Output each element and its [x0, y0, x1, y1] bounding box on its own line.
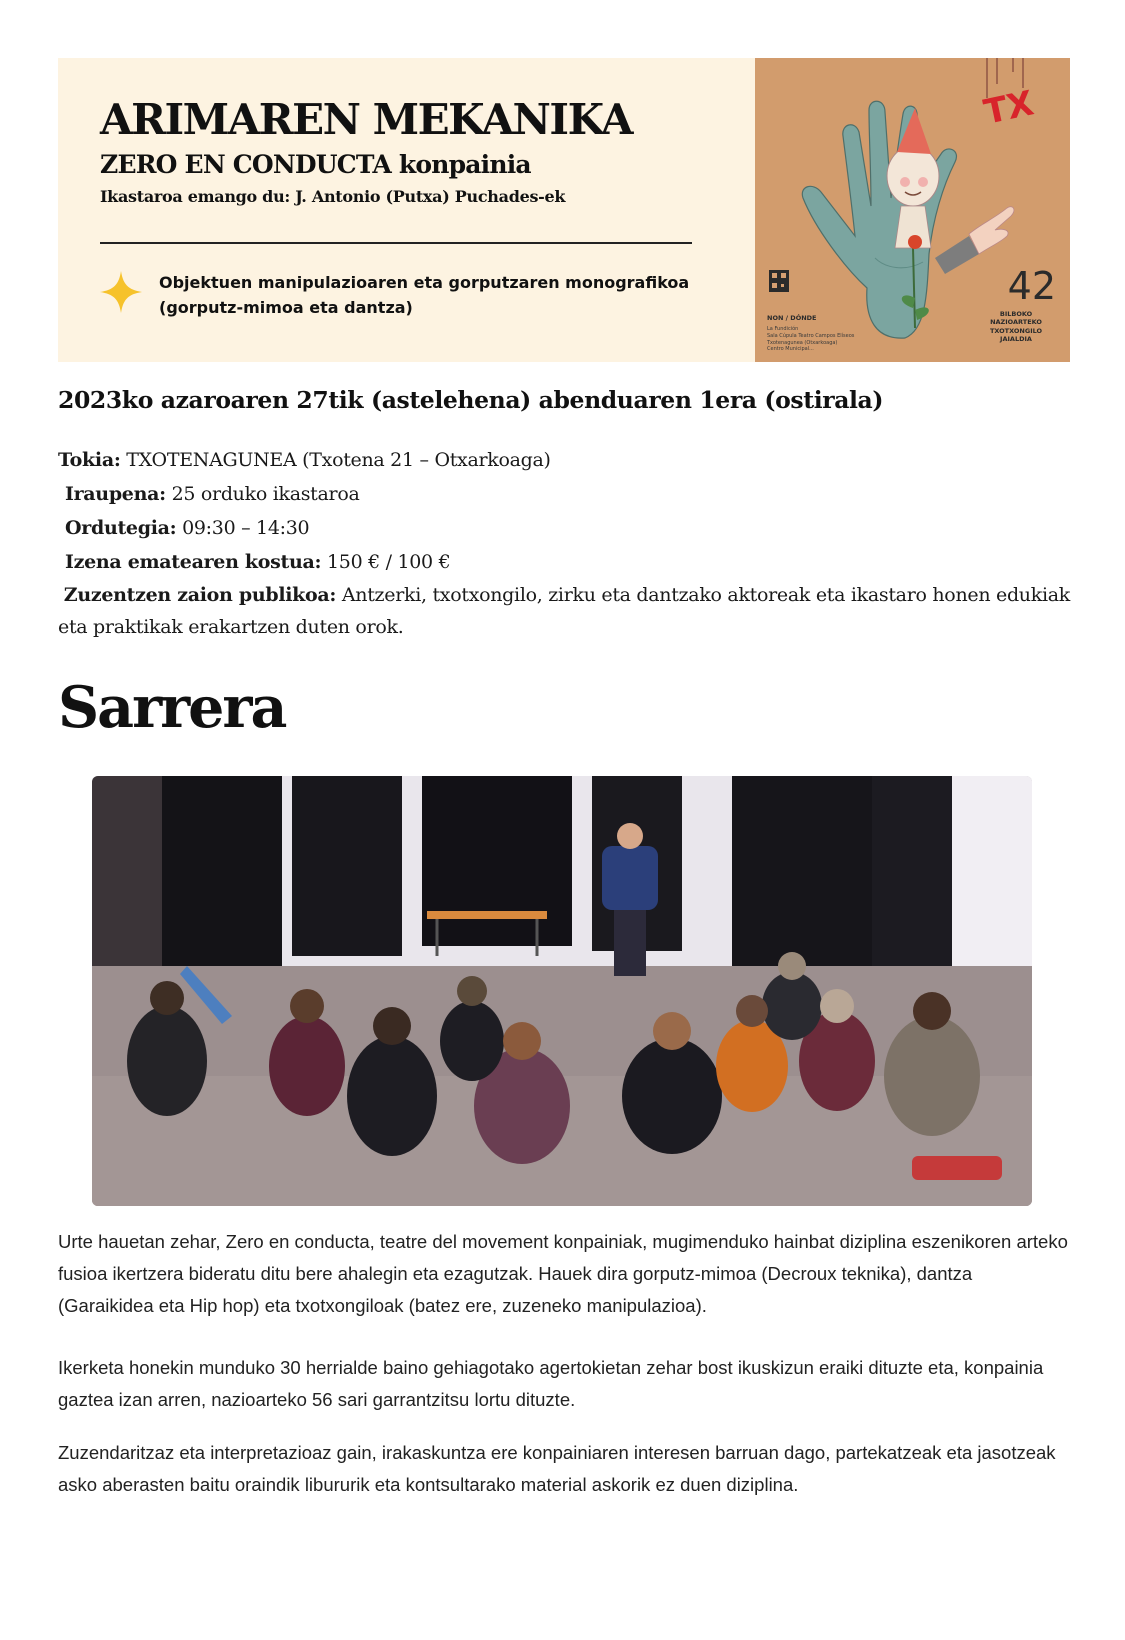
date-heading: 2023ko azaroaren 27tik (astelehena) abenduaren 1era (ostirala) [58, 386, 884, 414]
sparkle-icon [100, 271, 142, 313]
banner-subtitle: Objektuen manipulazioaren eta gorputzaren monografikoa (gorputz-mimoa eta dantza) [159, 273, 690, 317]
intro-paragraph-1: Urte hauetan zehar, Zero en conducta, teatre del movement konpainiak, mugimenduko hainbat diziplina eszenikoren arteko fusioa ikertzera bideratu ditu bere ahalegin eta ezagutzak. Hauek dira gorputz-mimoa (Decroux teknika), dantza (Garaikidea eta Hip hop) eta txotxongiloak (batez ere, zuzeneko manipulazioa). [58, 1231, 1068, 1316]
info-audience: Zuzentzen zaion publikoa: Antzerki, txotxongilo, zirku eta dantzako aktoreak eta ikastaro honen edukiak eta praktikak erakartzen duten orok. [58, 584, 1070, 638]
info-place: Tokia: TXOTENAGUNEA (Txotena 21 – Otxarkoaga) [58, 449, 551, 471]
festival-poster [755, 58, 1070, 362]
poster-venue-list: La Fundición Sala Cúpula Teatro Campos Elíseos Txotenagunea (Otxarkoaga) Centro Municipal... [767, 326, 855, 353]
banner-text-block [100, 95, 700, 207]
banner-company: ZERO EN CONDUCTA konpainia [100, 150, 531, 180]
intro-paragraph-2: Ikerketa honekin munduko 30 herrialde baino gehiagotako agertokietan zehar bost ikuskizun eraiki dituzte eta, konpainia gaztea izan arren, nazioarteko 56 sari garrantzitsu lortu dituzte. [58, 1357, 1044, 1410]
course-info [58, 443, 1070, 643]
workshop-photo [92, 776, 1032, 1206]
poster-corner-mark: TX [980, 83, 1038, 133]
event-banner [58, 58, 1070, 362]
poster-edition-number: 42 [1007, 264, 1056, 308]
poster-where-label: NON / DÓNDE [767, 314, 817, 322]
intro-paragraph-3: Zuzendaritzaz eta interpretazioaz gain, irakaskuntza ere konpainiaren interesen barruan dago, partekatzeak eta jasotzeak asko aberasten baitu oraindik libururik eta kontsultarako material askorik ez duen diziplina. [58, 1442, 1056, 1495]
banner-teacher: Ikastaroa emango du: J. Antonio (Putxa) Puchades-ek [100, 187, 566, 207]
banner-title: ARIMAREN MEKANIKA [100, 95, 632, 144]
section-heading: Sarrera [58, 674, 286, 741]
banner-divider [100, 242, 692, 244]
info-schedule: Ordutegia: 09:30 – 14:30 [65, 517, 310, 539]
info-cost: Izena ematearen kostua: 150 € / 100 € [65, 551, 451, 573]
qr-code-icon [769, 270, 789, 292]
poster-festival-name: BILBOKO NAZIOARTEKO TXOTXONGILO JAIALDIA [989, 310, 1043, 344]
info-duration: Iraupena: 25 orduko ikastaroa [65, 483, 360, 505]
